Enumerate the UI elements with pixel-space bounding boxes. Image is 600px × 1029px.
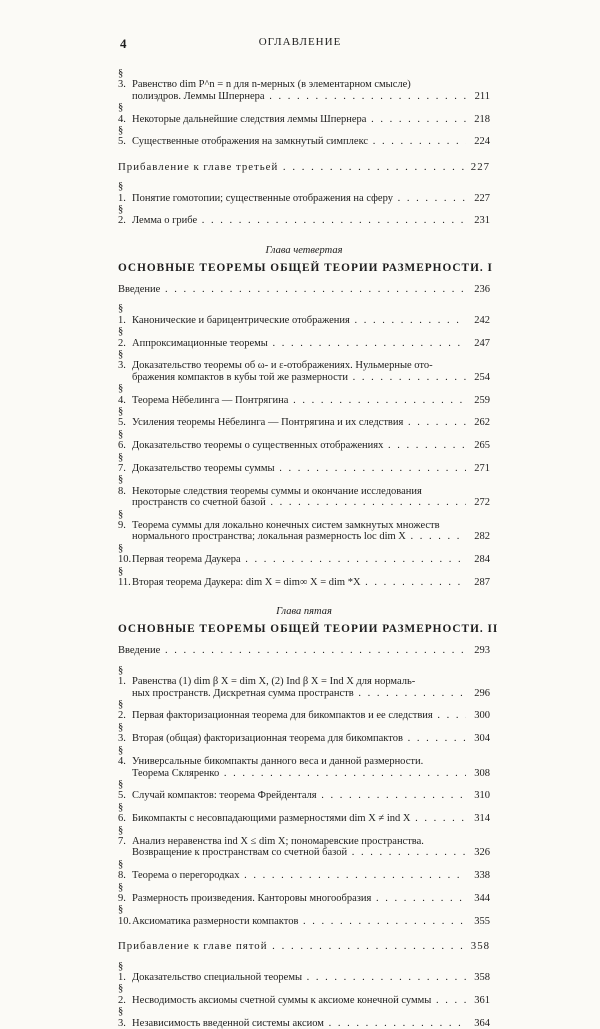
entry-title: Доказательство теоремы об ω- и ε-отображениях. Нульмерные ото- xyxy=(132,360,433,372)
toc-entry xyxy=(118,181,490,204)
entry-page: 282 xyxy=(474,531,490,543)
toc-entry xyxy=(118,68,490,91)
section-number: § 6. xyxy=(118,801,126,825)
toc-entry xyxy=(118,284,490,295)
table-of-contents xyxy=(118,68,499,1029)
entry-page: 224 xyxy=(474,136,490,148)
entry-page: 338 xyxy=(474,870,490,882)
entry-page: 236 xyxy=(474,283,490,295)
chapter-label: Глава пятая xyxy=(276,606,332,618)
section-number: § 3. xyxy=(118,721,126,745)
entry-title: Некоторые следствия теоремы суммы и окончание исследования xyxy=(132,485,422,497)
section-number: § 4. xyxy=(118,383,126,406)
appendix-title: Прибавление к главе пятой . . . xyxy=(118,941,466,952)
entry-title: Существенные отображения на замкнутый симплекс . . . xyxy=(132,136,466,147)
section-number: § 2. xyxy=(118,204,126,227)
entry-page: 259 xyxy=(474,394,490,406)
toc-entry xyxy=(118,882,490,905)
entry-page: 265 xyxy=(474,440,490,452)
toc-entry-continuation xyxy=(118,847,490,858)
toc-entry-continuation xyxy=(118,688,490,699)
section-number: § 3. xyxy=(118,348,126,372)
section-number: § 1. xyxy=(118,960,126,983)
entry-page: 296 xyxy=(474,687,490,699)
toc-entry xyxy=(118,125,490,148)
entry-page: 247 xyxy=(474,337,490,349)
section-number: § 2. xyxy=(118,326,126,349)
entry-page: 310 xyxy=(474,790,490,802)
entry-title: Аксиоматика размерности компактов . . . xyxy=(132,916,466,927)
toc-entry-continuation xyxy=(118,372,490,383)
entry-page: 358 xyxy=(474,972,490,983)
entry-page: 227 xyxy=(474,192,490,204)
entry-page: 271 xyxy=(474,462,490,474)
toc-entry xyxy=(118,429,490,452)
entry-title: Лемма о грибе . . . xyxy=(132,215,466,226)
toc-entry xyxy=(118,779,490,802)
toc-entry-continuation xyxy=(118,91,490,102)
toc-entry xyxy=(118,474,490,497)
appendix-heading xyxy=(118,941,490,952)
section-number: § 7. xyxy=(118,451,126,474)
toc-entry xyxy=(118,825,490,848)
entry-title: Первая факторизационная теорема для бикомпактов и ее следствия . . . xyxy=(132,710,466,721)
chapter-label: Глава четвертая xyxy=(265,244,343,256)
section-number: § 8. xyxy=(118,474,126,497)
entry-page: 326 xyxy=(474,847,490,859)
toc-entry xyxy=(118,699,490,722)
entry-page: 364 xyxy=(474,1017,490,1029)
running-title: ОГЛАВЛЕНИЕ xyxy=(258,36,342,48)
entry-title: Аппроксимационные теоремы . . . xyxy=(132,338,466,349)
page-header xyxy=(0,36,600,52)
section-number: § 1. xyxy=(118,181,126,204)
toc-entry xyxy=(118,722,490,745)
section-number: § 9. xyxy=(118,881,126,904)
section-number: § 4. xyxy=(118,744,126,768)
entry-title: Универсальные бикомпакты данного веса и данной размерности. xyxy=(132,756,424,768)
entry-title-line2: пространств со счетной базой . . . xyxy=(132,497,466,508)
entry-title: Теорема о перегородках . . . xyxy=(132,870,466,881)
section-number: § 10. xyxy=(118,904,132,927)
section-number: § 5. xyxy=(118,778,126,802)
section-number: § 7. xyxy=(118,824,126,847)
entry-title: Размерность произведения. Канторовы многообразия . . . xyxy=(132,893,466,904)
toc-entry xyxy=(118,102,490,125)
section-number: § 4. xyxy=(118,102,126,125)
entry-title: Введение . . . xyxy=(118,284,466,295)
toc-entry xyxy=(118,961,490,984)
entry-title: Доказательство теоремы о существенных отображениях . . . xyxy=(132,440,466,451)
entry-page: 254 xyxy=(474,371,490,383)
entry-page: 355 xyxy=(474,915,490,927)
entry-title-line2: ных пространств. Дискретная сумма пространств . . . xyxy=(132,688,466,699)
entry-title: Доказательство теоремы суммы . . . xyxy=(132,463,466,474)
section-number: § 8. xyxy=(118,858,126,882)
toc-entry-continuation xyxy=(118,768,490,779)
section-number: § 1. xyxy=(118,303,126,326)
section-number: § 3. xyxy=(118,68,126,91)
toc-block-chapter3-end xyxy=(118,68,490,148)
entry-page: 242 xyxy=(474,314,490,326)
section-number: § 6. xyxy=(118,428,126,452)
entry-title: Доказательство специальной теоремы . . . xyxy=(132,972,466,983)
entry-title: Бикомпакты с несовпадающими размерностями dim X ≠ ind X . . . xyxy=(132,813,466,824)
entry-title-line2: нормального пространства; локальная размерность loc dim X . . . xyxy=(132,531,466,542)
entry-page: 272 xyxy=(474,497,490,509)
toc-entry xyxy=(118,566,490,589)
entry-page: 344 xyxy=(474,892,490,904)
entry-title: Вторая теорема Даукера: dim X = dim∞ X = dim *X . . . xyxy=(132,577,466,588)
toc-entry-continuation xyxy=(118,531,490,542)
section-number: § 2. xyxy=(118,983,126,1006)
entry-page: 361 xyxy=(474,994,490,1006)
section-number: § 5. xyxy=(118,405,126,429)
toc-entry xyxy=(118,859,490,882)
section-number: § 5. xyxy=(118,125,126,148)
toc-entry xyxy=(118,204,490,227)
toc-entry xyxy=(118,983,490,1006)
entry-page: 284 xyxy=(474,554,490,566)
toc-entry xyxy=(118,665,490,688)
entry-page: 211 xyxy=(474,90,490,102)
toc-entry xyxy=(118,349,490,372)
entry-title: Вторая (общая) факторизационная теорема для бикомпактов . . . xyxy=(132,733,466,744)
entry-page: 304 xyxy=(474,733,490,745)
entry-page: 308 xyxy=(474,767,490,779)
entry-title: Канонические и барицентрические отображения . . . xyxy=(132,315,466,326)
entry-page: 227 xyxy=(470,160,490,173)
toc-entry xyxy=(118,452,490,475)
entry-title: Случай компактов: теорема Фрейденталя . . . xyxy=(132,790,466,801)
toc-entry xyxy=(118,406,490,429)
section-number: § 1. xyxy=(118,664,126,688)
toc-entry xyxy=(118,383,490,406)
entry-title: Теорема Нёбелинга — Понтрягина . . . xyxy=(132,395,466,406)
entry-page: 300 xyxy=(474,710,490,722)
entry-title: Несводимость аксиомы счетной суммы к аксиоме конечной суммы . . . xyxy=(132,995,466,1006)
toc-entry-continuation xyxy=(118,497,490,508)
entry-title: Введение . . . xyxy=(118,645,466,656)
toc-entry xyxy=(118,326,490,349)
entry-title-line2: Возвращение к пространствам со счетной базой . . . xyxy=(132,847,466,858)
entry-page: 293 xyxy=(474,645,490,657)
toc-entry xyxy=(118,509,490,532)
section-number: § 11. xyxy=(118,565,131,589)
entry-title: Усиления теоремы Нёбелинга — Понтрягина и их следствия . . . xyxy=(132,417,466,428)
toc-entry xyxy=(118,645,490,656)
entry-title-line2: полиэдров. Леммы Шпернера . . . xyxy=(132,91,466,102)
appendix-heading xyxy=(118,162,490,173)
entry-title: Теорема суммы для локально конечных систем замкнутых множеств xyxy=(132,520,440,531)
entry-title: Анализ неравенства ind X ≤ dim X; пономаревские пространства. xyxy=(132,835,424,847)
entry-title: Понятие гомотопии; существенные отображения на сферу . . . xyxy=(132,193,466,204)
toc-entry xyxy=(118,745,490,768)
entry-page: 358 xyxy=(470,940,490,953)
entry-page: 218 xyxy=(474,113,490,125)
section-number: § 2. xyxy=(118,699,126,722)
entry-page: 314 xyxy=(474,813,490,825)
entry-title-line2: бражения компактов в кубы той же размерности . . . xyxy=(132,372,466,383)
toc-entry xyxy=(118,802,490,825)
entry-page: 231 xyxy=(474,215,490,227)
entry-title: Первая теорема Даукера . . . xyxy=(132,554,466,565)
entry-title: Равенства (1) dim β X = dim X, (2) Ind β X = Ind X для нормаль- xyxy=(132,676,416,688)
entry-title: Некоторые дальнейшие следствия леммы Шпернера . . . xyxy=(132,114,466,125)
toc-entry xyxy=(118,543,490,566)
toc-entry xyxy=(118,1006,490,1029)
entry-title-line2: Теорема Скляренко . . . xyxy=(132,768,466,779)
page-number: 4 xyxy=(120,36,127,51)
toc-entry xyxy=(118,904,490,927)
appendix-title: Прибавление к главе третьей . . . xyxy=(118,162,466,173)
entry-page: 287 xyxy=(474,577,490,589)
entry-title: Независимость введенной системы аксиом . . . xyxy=(132,1018,466,1029)
chapter-title: ОСНОВНЫЕ ТЕОРЕМЫ ОБЩЕЙ ТЕОРИИ РАЗМЕРНОСТИ. I xyxy=(118,261,493,274)
toc-entry xyxy=(118,303,490,326)
section-number: § 3. xyxy=(118,1006,126,1029)
section-number: § 9. xyxy=(118,508,126,531)
section-number: § 10. xyxy=(118,542,132,566)
chapter-title: ОСНОВНЫЕ ТЕОРЕМЫ ОБЩЕЙ ТЕОРИИ РАЗМЕРНОСТИ. II xyxy=(118,623,499,636)
entry-page: 262 xyxy=(474,417,490,429)
entry-title: Равенство dim P^n = n для n-мерных (в элементарном смысле) xyxy=(132,79,411,91)
